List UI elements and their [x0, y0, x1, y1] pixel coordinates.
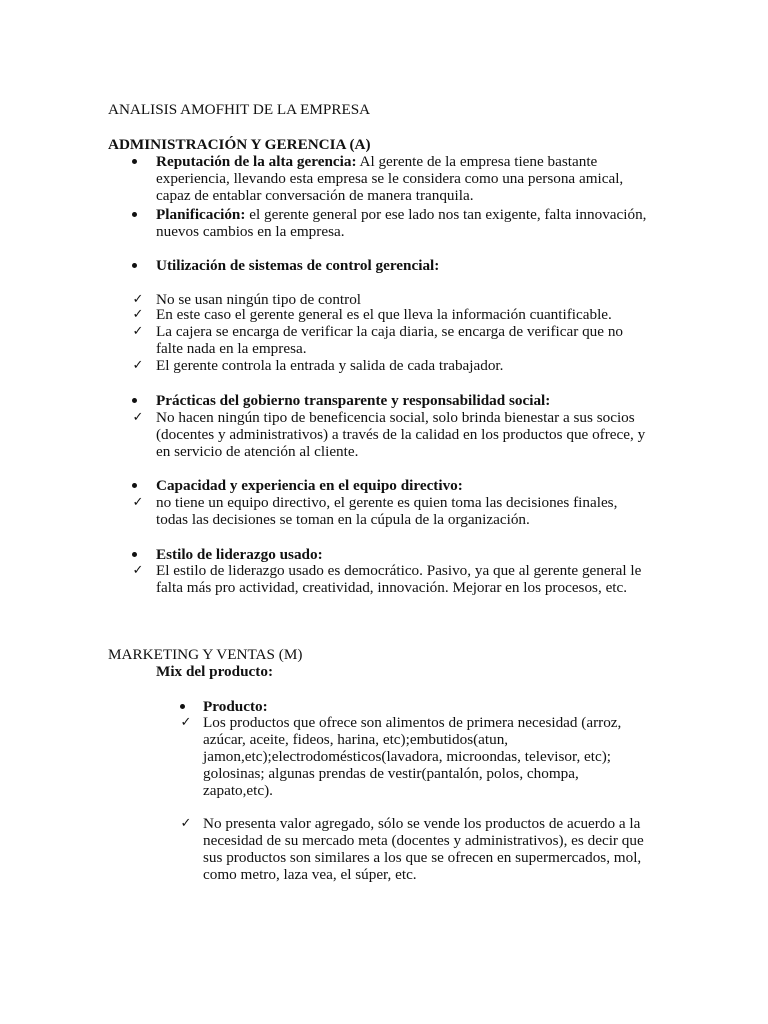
check-item: [156, 494, 617, 528]
item-text: todas las decisiones se toman en la cúpula de la organización.: [156, 511, 530, 528]
list-item-practicas: [156, 392, 550, 409]
item-text: zapato,etc).: [203, 782, 273, 799]
list-item-reputacion: [156, 153, 623, 204]
checkmark-icon: ✓: [132, 358, 144, 373]
item-text: nuevos cambios en la empresa.: [156, 223, 345, 240]
checkmark-icon: ✓: [132, 495, 144, 510]
check-item: [156, 562, 641, 596]
list-item-producto: [203, 698, 268, 715]
checkmark-icon: ✓: [180, 816, 192, 831]
checkmark-icon: ✓: [132, 292, 144, 307]
item-label: Producto:: [203, 698, 268, 715]
subheading-mix: Mix del producto:: [156, 663, 273, 680]
item-text: falte nada en la empresa.: [156, 340, 307, 357]
checkmark-icon: ✓: [132, 563, 144, 578]
check-item: [203, 714, 621, 799]
item-text: falta más pro actividad, creatividad, innovación. Mejorar en los procesos, etc.: [156, 579, 628, 596]
item-text: La cajera se encarga de verificar la caja diaria, se encarga de verificar que no: [156, 323, 624, 340]
item-label: Reputación de la alta gerencia:: [156, 153, 357, 170]
checkmark-icon: ✓: [180, 715, 192, 730]
list-item-capacidad: [156, 477, 463, 494]
item-text: en servicio de atención al cliente.: [156, 443, 359, 460]
item-text: Los productos que ofrece son alimentos de primera necesidad (arroz,: [203, 714, 622, 731]
item-text: El gerente controla la entrada y salida de cada trabajador.: [156, 357, 504, 374]
check-item: [156, 306, 612, 323]
item-label: Planificación:: [156, 206, 246, 223]
item-label: Capacidad y experiencia en el equipo directivo:: [156, 477, 463, 494]
checkmark-icon: ✓: [132, 410, 144, 425]
checkmark-icon: ✓: [132, 324, 144, 339]
check-item: [156, 323, 623, 357]
item-text: necesidad de su mercado meta (docentes y administrativos), es decir que: [203, 832, 644, 849]
document-title: ANALISIS AMOFHIT DE LA EMPRESA: [108, 101, 371, 118]
item-text: No presenta valor agregado, sólo se vende los productos de acuerdo a la: [203, 815, 641, 832]
bullet-icon: [124, 546, 144, 563]
section-heading-administracion: ADMINISTRACIÓN Y GERENCIA (A): [108, 136, 371, 153]
item-text: jamon,etc);electrodomésticos(lavadora, microondas, televisor, etc);: [203, 748, 612, 765]
bullet-icon: [124, 206, 144, 223]
item-text: azúcar, aceite, fideos, harina, etc);embutidos(atun,: [203, 731, 509, 748]
section-heading-marketing: MARKETING Y VENTAS (M): [108, 646, 303, 663]
bullet-icon: [124, 392, 144, 409]
item-text: sus productos son similares a los que se ofrecen en supermercados, mol,: [203, 849, 642, 866]
item-label: Estilo de liderazgo usado:: [156, 546, 323, 563]
item-text: No se usan ningún tipo de control: [156, 291, 362, 308]
item-text: En este caso el gerente general es el que lleva la información cuantificable.: [156, 306, 612, 323]
checkmark-icon: ✓: [132, 307, 144, 322]
item-text: el gerente general por ese lado nos tan exigente, falta innovación,: [245, 206, 647, 223]
bullet-icon: [124, 153, 144, 170]
bullet-icon: [124, 257, 144, 274]
check-item: [156, 409, 645, 460]
item-text: golosinas; algunas prendas de vestir(pantalón, polos, chompa,: [203, 765, 579, 782]
item-text: (docentes y administrativos) a través de la calidad en los productos que ofrece, y: [156, 426, 646, 443]
item-text: no tiene un equipo directivo, el gerente es quien toma las decisiones finales,: [156, 494, 618, 511]
item-text: Al gerente de la empresa tiene bastante: [356, 153, 598, 170]
check-item: [156, 357, 503, 374]
list-item-estilo: [156, 546, 323, 563]
item-text: No hacen ningún tipo de beneficencia social, solo brinda bienestar a sus socios: [156, 409, 635, 426]
bullet-icon: [172, 698, 192, 715]
item-label: Utilización de sistemas de control gerencial:: [156, 257, 440, 274]
item-label: Prácticas del gobierno transparente y responsabilidad social:: [156, 392, 551, 409]
item-text: El estilo de liderazgo usado es democrático. Pasivo, ya que al gerente general le: [156, 562, 642, 579]
list-item-utilizacion: [156, 257, 439, 274]
bullet-icon: [124, 477, 144, 494]
list-item-planificacion: [156, 206, 646, 240]
item-text: capaz de entablar conversación de manera tranquila.: [156, 187, 474, 204]
check-item: [203, 815, 644, 883]
item-text: como metro, laza vea, el súper, etc.: [203, 866, 417, 883]
item-text: experiencia, llevando esta empresa se le considera como una persona amical,: [156, 170, 624, 187]
